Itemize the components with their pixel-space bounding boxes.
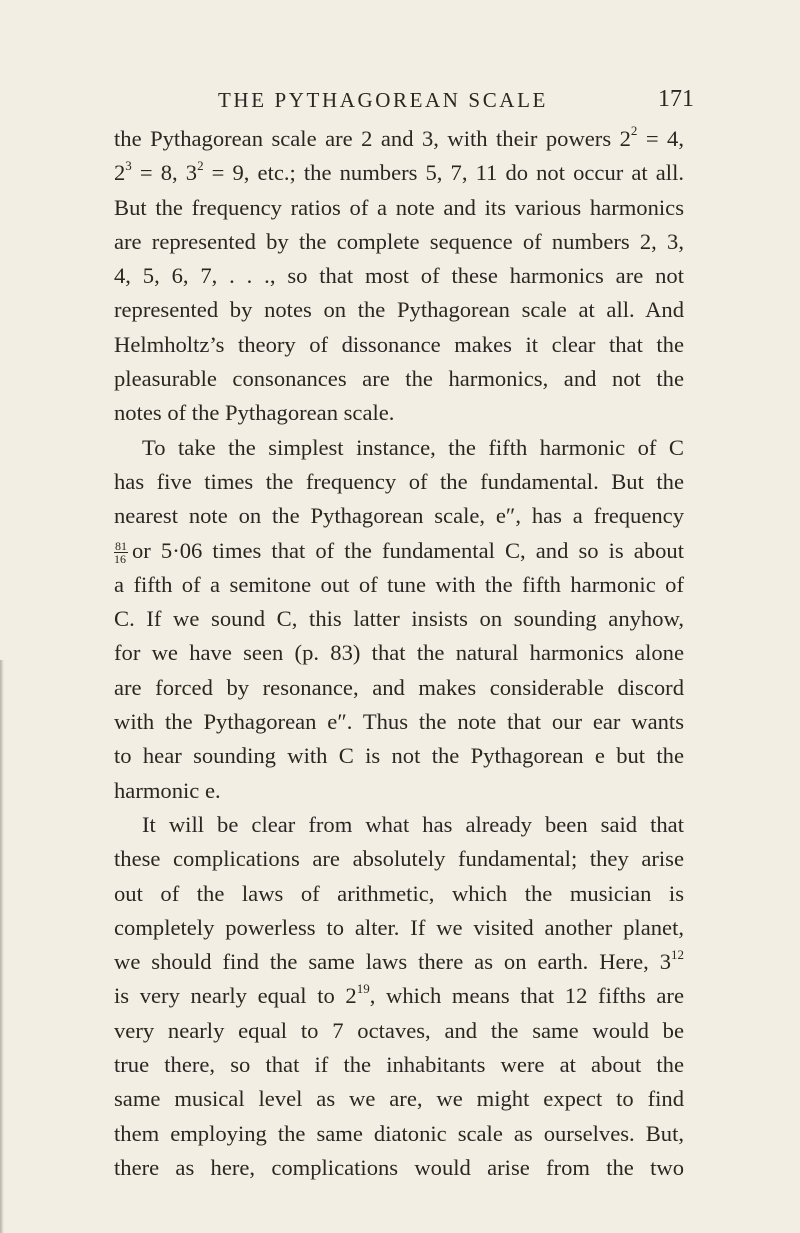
text-line: out of the laws of arithmetic, which the musician is bbox=[114, 880, 684, 906]
text-line: very nearly equal to 7 octaves, and the same would be bbox=[114, 1017, 684, 1043]
text-line: them employing the same diatonic scale as ourselves. But, bbox=[114, 1120, 684, 1146]
text-line: there as here, complications would arise from the two bbox=[114, 1154, 684, 1180]
text-line: C. If we sound C, this latter insists on sounding anyhow, bbox=[114, 606, 684, 632]
text-line: has five times the frequency of the fundamental. But the bbox=[114, 468, 684, 494]
running-title: THE PYTHAGOREAN SCALE bbox=[218, 88, 548, 112]
text-line: a fifth of a semitone out of tune with the fifth harmonic of bbox=[114, 571, 684, 597]
text-line: to hear sounding with C is not the Pythagorean e but the bbox=[114, 743, 684, 769]
fraction: $\frac{81}{16}$ bbox=[114, 538, 127, 566]
text-line: $2^3 = 8$, $3^2 = 9$, etc.; the numbers 5, 7, 11 do not occur at all. bbox=[114, 157, 685, 186]
text-line: with the Pythagorean e″. Thus the note that our ear wants bbox=[114, 709, 684, 735]
text-line: represented by notes on the Pythagorean scale at all. And bbox=[114, 297, 684, 323]
text-line: same musical level as we are, we might expect to find bbox=[114, 1086, 684, 1112]
text-line: is very nearly equal to $2^{19}$, which means that 12 fifths are bbox=[114, 980, 684, 1009]
text-line: notes of the Pythagorean scale. bbox=[114, 400, 395, 426]
page-number: 171 bbox=[658, 86, 694, 112]
text-line: But the frequency ratios of a note and its various harmonics bbox=[114, 194, 684, 220]
text-line: $\frac{81}{16}$ or 5·06 times that of the fundamental C, and so is about bbox=[114, 537, 684, 566]
text-line: To take the simplest instance, the fifth harmonic of C bbox=[142, 434, 684, 460]
text-line: are forced by resonance, and makes considerable discord bbox=[114, 674, 684, 700]
text-line: harmonic e. bbox=[114, 777, 221, 803]
text-line: true there, so that if the inhabitants were at about the bbox=[114, 1052, 684, 1078]
text-line: It will be clear from what has already been said that bbox=[142, 811, 684, 837]
text-line: 4, 5, 6, 7, . . ., so that most of these harmonics are not bbox=[114, 263, 684, 289]
running-header bbox=[218, 88, 718, 113]
text-line: we should find the same laws there as on earth. Here, $3^{12}$ bbox=[114, 946, 684, 975]
text-line: these complications are absolutely fundamental; they arise bbox=[114, 846, 684, 872]
text-line: Helmholtz’s theory of dissonance makes it clear that the bbox=[114, 331, 684, 357]
text-line: are represented by the complete sequence of numbers 2, 3, bbox=[114, 228, 684, 254]
page-edge-shadow bbox=[0, 660, 4, 1233]
text-line: for we have seen (p. 83) that the natural harmonics alone bbox=[114, 640, 684, 666]
text-line: pleasurable consonances are the harmonics, and not the bbox=[114, 366, 684, 392]
text-line: the Pythagorean scale are 2 and 3, with their powers $2^2 = 4$, bbox=[114, 123, 685, 151]
body-text bbox=[114, 122, 684, 1185]
text-line: completely powerless to alter. If we visited another planet, bbox=[114, 914, 684, 940]
text-line: nearest note on the Pythagorean scale, e″, has a frequency bbox=[114, 503, 684, 529]
